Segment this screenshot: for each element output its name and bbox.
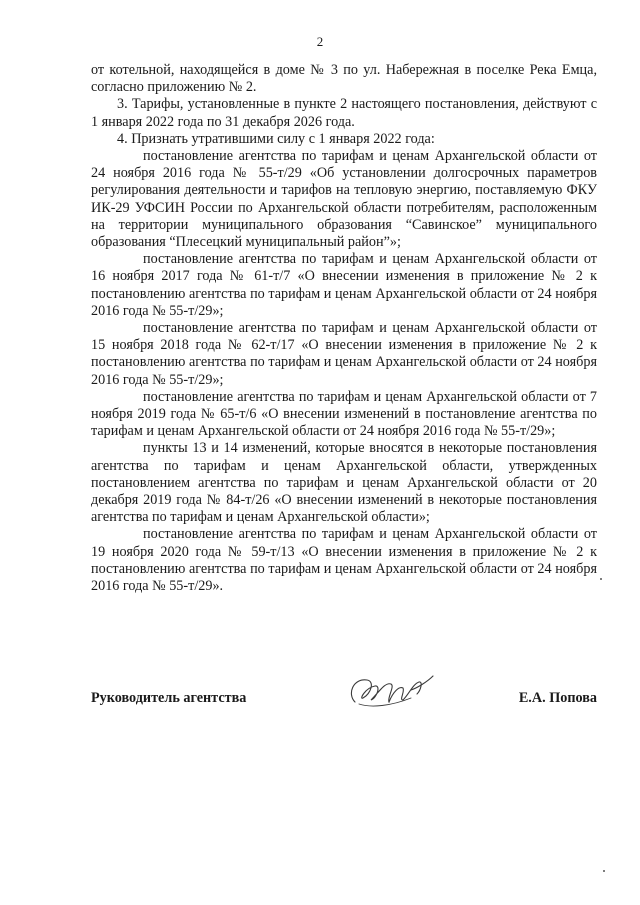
scan-speck [600, 578, 602, 580]
paragraph-item-4: 4. Признать утратившими силу с 1 января 2022 года: [117, 130, 435, 147]
repealed-act-1: постановление агентства по тарифам и ценам Архангельской области от 24 ноября 2016 года № 55-т/29 «Об установлении долгосрочных параметров регулирования деятельности и тарифов на тепловую энергию, поставляемую ФКУ ИК-29 УФСИН России по Архангельской области потребителям, расположенным на территории муниципального образования “Савинское” муниципального образования “Плесецкий муниципальный район”»; [91, 148, 597, 251]
repealed-act-5: пункты 13 и 14 изменений, которые вносятся в некоторые постановления агентства по тарифам и ценам Архангельской области, утвержденных постановлением агентства по тарифам и ценам Архангельской области от 20 декабря 2019 года № 84-т/26 «О внесении изменений в некоторые постановления агентства по тарифам и ценам Архангельской области»; [91, 440, 597, 526]
repealed-act-4: постановление агентства по тарифам и ценам Архангельской области от 7 ноября 2019 года № 65-т/6 «О внесении изменений в постановление агентства по тарифам и ценам Архангельской области от 24 ноября 2016 года № 55-т/29»; [91, 388, 597, 440]
paragraph-item-3: 3. Тарифы, установленные в пункте 2 настоящего постановления, действуют с 1 января 2022 года по 31 декабря 2026 года. [91, 96, 597, 130]
repealed-act-3: постановление агентства по тарифам и ценам Архангельской области от 15 ноября 2018 года № 62-т/17 «О внесении изменения в приложение № 2 к постановлению агентства по тарифам и ценам Архангельской области от 24 ноября 2016 года № 55-т/29»; [91, 320, 597, 388]
page-number: 2 [316, 34, 324, 49]
repealed-act-6: постановление агентства по тарифам и ценам Архангельской области от 19 ноября 2020 года № 59-т/13 «О внесении изменения в приложение № 2 к постановлению агентства по тарифам и ценам Архангельской области от 24 ноября 2016 года № 55-т/29». [91, 526, 597, 595]
signatory-title: Руководитель агентства [91, 690, 247, 706]
signature-block [91, 690, 597, 714]
document-body [91, 62, 597, 595]
paragraph-continuation: от котельной, находящейся в доме № 3 по ул. Набережная в поселке Река Емца, согласно приложению № 2. [91, 62, 597, 96]
repealed-act-2: постановление агентства по тарифам и ценам Архангельской области от 16 ноября 2017 года № 61-т/7 «О внесении изменения в приложение № 2 к постановлению агентства по тарифам и ценам Архангельской области от 24 ноября 2016 года № 55-т/29»; [91, 251, 597, 319]
handwritten-signature [341, 668, 441, 718]
signatory-name: Е.А. Попова [518, 690, 597, 706]
scan-speck [603, 870, 605, 872]
